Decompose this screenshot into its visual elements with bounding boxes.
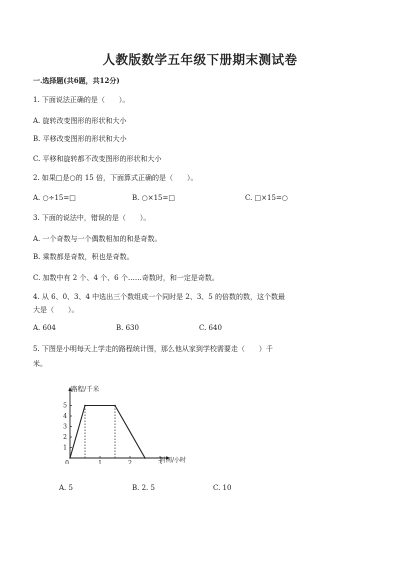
question-2-option-a: A. ○÷15=□ <box>33 194 76 202</box>
question-5-option-b: B. 2. 5 <box>132 484 155 492</box>
question-2-option-b: B. ○×15=□ <box>132 194 175 202</box>
question-5-option-c: C. 10 <box>213 484 232 492</box>
question-2-stem: 2. 如果□是○的 15 倍，下面算式正确的是（ ）。 <box>33 174 198 182</box>
question-4-option-a: A. 604 <box>33 324 56 332</box>
question-5-stem-line-1: 5. 下图是小明每天上学走的路程统计图，那么他从家到学校需要走（ ）千 <box>33 345 273 353</box>
question-4-option-c: C. 640 <box>199 324 222 332</box>
question-1-option-b: B. 平移改变图形的形状和大小 <box>33 135 127 143</box>
y-tick-label: 3 <box>63 423 67 431</box>
section-heading: 一.选择题(共6题，共12分) <box>33 76 120 85</box>
data-point <box>144 457 146 459</box>
y-tick-label: 4 <box>63 413 67 420</box>
question-1-option-c: C. 平移和旋转都不改变图形的形状和大小 <box>33 155 162 163</box>
page-title: 人教版数学五年级下册期末测试卷 <box>102 52 298 67</box>
x-tick-label: 3 <box>158 460 162 464</box>
question-1-stem: 1. 下面说法正确的是（ ）。 <box>33 96 130 104</box>
question-3-option-a: A. 一个奇数与一个偶数相加的和是奇数。 <box>33 235 162 243</box>
question-4-stem-line-1: 4. 从 6、0、3、4 中选出三个数组成一个同时是 2、3、5 的倍数的数，这个数最 <box>33 293 285 301</box>
x-tick-label: 0 <box>65 460 69 464</box>
distance-time-chart <box>56 384 226 464</box>
question-5-option-a: A. 5 <box>59 484 73 492</box>
question-4-option-b: B. 630 <box>116 324 139 332</box>
y-axis-label: 路程/千米 <box>71 385 100 393</box>
data-point <box>69 457 71 459</box>
x-axis-label: 时间/小时 <box>160 457 187 464</box>
question-3-stem: 3. 下面的说法中，错误的是（ ）。 <box>33 214 151 222</box>
question-4-stem-line-2: 大是（ ）。 <box>33 306 79 314</box>
y-tick-label: 2 <box>63 434 67 441</box>
question-3-option-b: B. 乘数都是奇数，积也是奇数。 <box>33 253 134 261</box>
y-tick-label: 1 <box>63 444 67 452</box>
question-2-option-c: C. □×15=○ <box>245 194 288 202</box>
question-3-option-c: C. 加数中有 2 个、4 个、6 个……奇数时，和一定是奇数。 <box>33 274 219 282</box>
x-tick-label: 2 <box>128 460 132 464</box>
data-point <box>84 405 86 407</box>
question-1-option-a: A. 旋转改变图形的形状和大小 <box>33 117 127 125</box>
y-tick-label: 5 <box>63 402 67 410</box>
distance-line <box>70 406 145 459</box>
data-point <box>114 405 116 407</box>
x-tick-label: 1 <box>98 460 102 464</box>
question-5-stem-line-2: 米。 <box>33 360 47 368</box>
